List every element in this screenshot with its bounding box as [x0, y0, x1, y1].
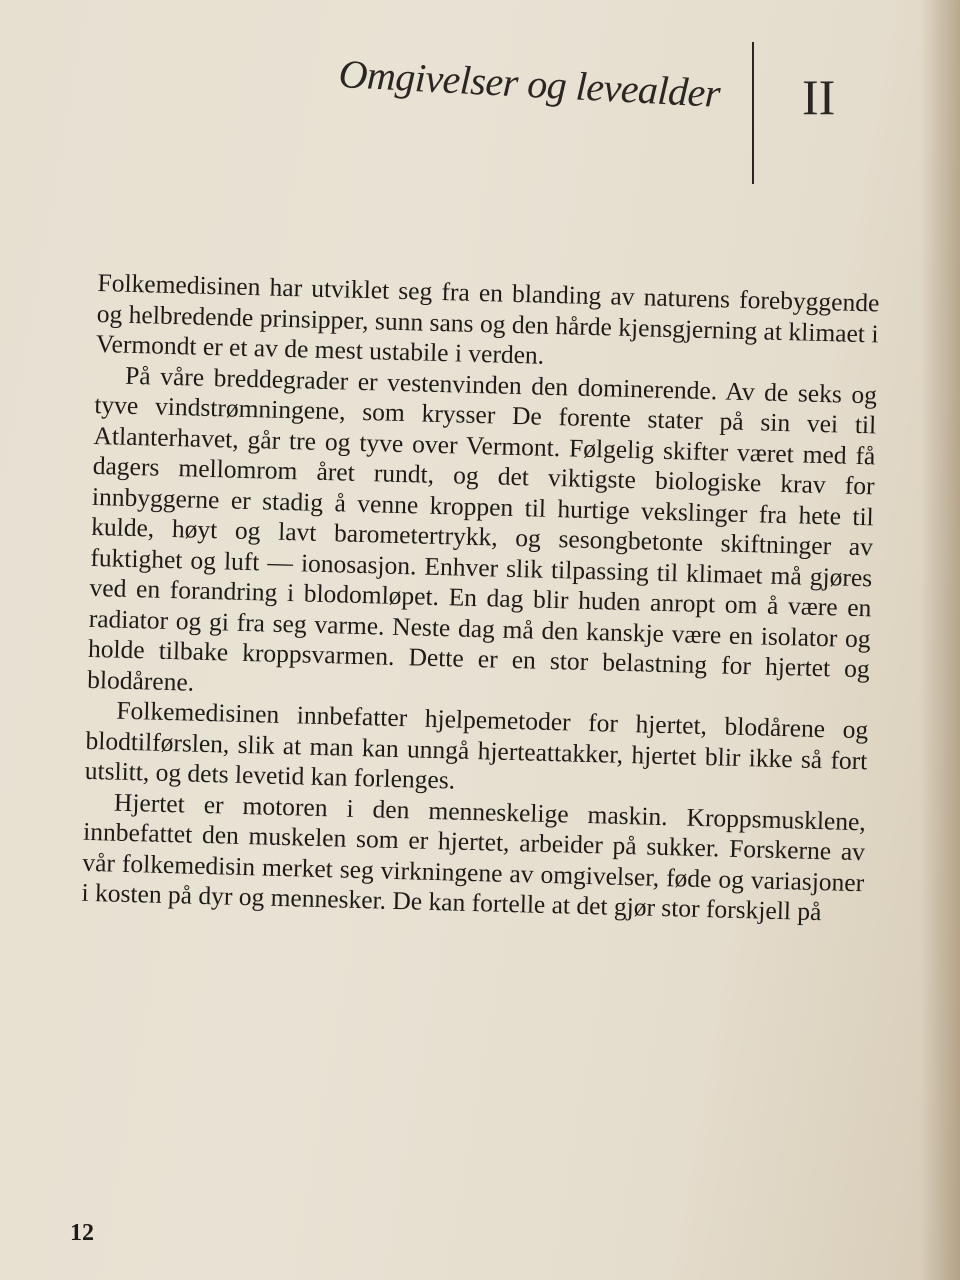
chapter-number: II: [802, 69, 836, 125]
page-edge-shadow: [920, 0, 960, 1280]
body-text: [81, 268, 879, 929]
page-number: 12: [70, 1220, 94, 1246]
running-header-title: Omgivelser og levealder: [337, 50, 722, 116]
paragraph-2: På våre breddegrader er vestenvinden den dominerende. Av de seks og tyve vindstrømningene, som krysser De forente stater på sin vei til Atlanterhavet, går tre og tyve over Vermont. Følgelig skifter været med få dagers mellomrom året rundt, og det viktigste biologiske krav for innbyggerne er stadig å venne kroppen til hurtige vekslinger fra hete til kulde, høyt og lavt barometertrykk, og sesongbetonte skiftninger av fuktighet og luft — ionosasjon. Enhver slik tilpassing til klimaet må gjøres ved en forandring i blodomløpet. En dag blir huden anropt om å være en radiator og gi fra seg varme. Neste dag må den kanskje være en isolator og holde tilbake kroppsvarmen. Dette er en stor belastning for hjertet og blodårene.: [86, 360, 878, 697]
paragraph-1: Folkemedisinen har utviklet seg fra en blanding av naturens forebyggende og helbredende prinsipper, sunn sans og den hårde kjensgjerning at klimaet i Vermondt er et av de mest ustabile i verden.: [95, 268, 880, 370]
paragraph-3: Folkemedisinen innbefatter hjelpemetoder for hjertet, blodårene og blodtilførslen, slik at man kan unngå hjerteattakker, hjertet blir ikke så fort utslitt, og dets levetid kan forlenges.: [84, 695, 869, 795]
header-divider: [752, 42, 754, 184]
paragraph-4: Hjertet er motoren i den menneskelige maskin. Kroppsmusklene, innbefattet den muskelen som er hjertet, arbeider på sukker. Forskerne av vår folkemedisin merket seg virkningene av omgivelser, føde og variasjoner i kosten på dyr og mennesker. De kan fortelle at det gjør stor forskjell på: [81, 787, 867, 927]
